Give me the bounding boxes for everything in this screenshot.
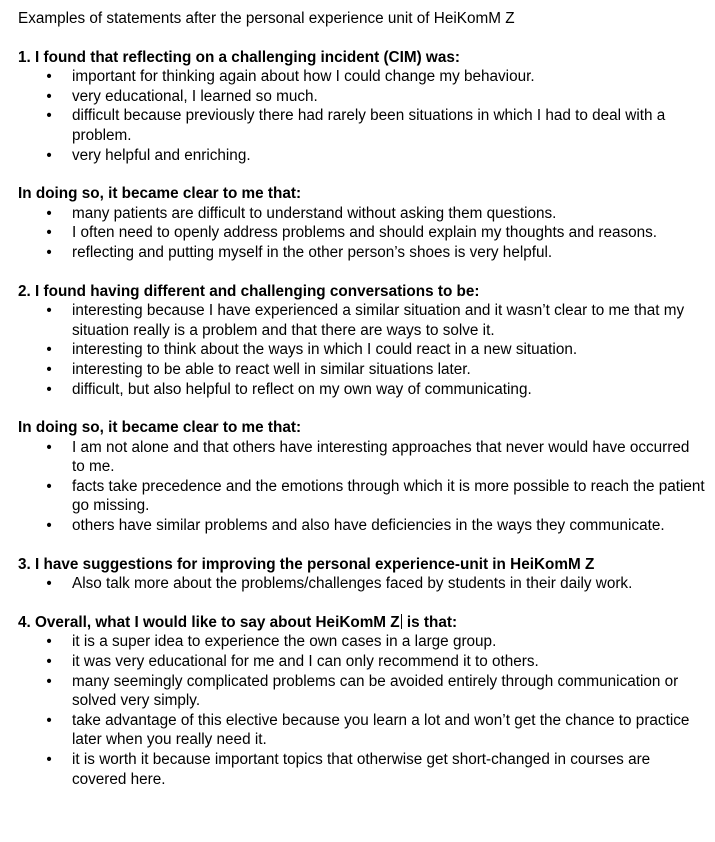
bullet-icon: • (46, 711, 52, 729)
bullet-icon: • (46, 68, 52, 86)
section-heading: In doing so, it became clear to me that: (18, 185, 302, 203)
list-item: • very helpful and enriching. (18, 146, 705, 166)
list-item: • reflecting and putting myself in the other person’s shoes is very helpful. (18, 243, 705, 263)
bullet-icon: • (46, 380, 52, 398)
bullet-list (18, 632, 705, 789)
section-heading: In doing so, it became clear to me that: (18, 419, 302, 437)
section-2 (18, 282, 705, 400)
section-heading: 4. Overall, what I would like to say about HeiKomM Z is that: (18, 613, 458, 631)
list-item: • it was very educational for me and I can only recommend it to others. (18, 652, 705, 672)
bullet-icon: • (46, 360, 52, 378)
list-item: • facts take precedence and the emotions through which it is more possible to reach the patient go missing. (18, 477, 705, 516)
list-item: • difficult because previously there had rarely been situations in which I had to deal with a problem. (18, 106, 705, 145)
list-item: • interesting to be able to react well in similar situations later. (18, 360, 705, 380)
section-1 (18, 48, 705, 166)
list-item: • many seemingly complicated problems can be avoided entirely through communication or solved very simply. (18, 672, 705, 711)
bullet-icon: • (46, 107, 52, 125)
list-item: • interesting because I have experienced a similar situation and it wasn’t clear to me that my situation really is a problem and that there are ways to solve it. (18, 301, 705, 340)
bullet-list (18, 438, 705, 536)
list-item: • Also talk more about the problems/challenges faced by students in their daily work. (18, 574, 705, 594)
bullet-icon: • (46, 87, 52, 105)
section-3 (18, 555, 705, 594)
bullet-icon: • (46, 653, 52, 671)
bullet-icon: • (46, 751, 52, 768)
bullet-icon: • (46, 302, 52, 320)
list-item: • I often need to openly address problems and should explain my thoughts and reasons. (18, 223, 705, 243)
bullet-icon: • (46, 477, 52, 495)
bullet-icon: • (46, 517, 52, 535)
bullet-icon: • (46, 243, 52, 261)
list-item: • I am not alone and that others have interesting approaches that never would have occurred to me. (18, 438, 705, 477)
section-heading: 3. I have suggestions for improving the personal experience-unit in HeiKomM Z (18, 555, 595, 573)
section-heading: 1. I found that reflecting on a challenging incident (CIM) was: (18, 48, 460, 66)
document-title: Examples of statements after the personal experience unit of HeiKomM Z (18, 10, 515, 27)
bullet-list (18, 574, 705, 594)
list-item: • many patients are difficult to understand without asking them questions. (18, 204, 705, 224)
list-item: • others have similar problems and also have deficiencies in the ways they communicate. (18, 516, 705, 536)
list-item: • very educational, I learned so much. (18, 87, 705, 107)
bullet-icon: • (46, 633, 52, 651)
bullet-icon: • (46, 575, 52, 593)
bullet-icon: • (46, 224, 52, 242)
section-1-insights (18, 184, 705, 262)
list-item: • take advantage of this elective because you learn a lot and won’t get the chance to practice later when you really need it. (18, 711, 705, 750)
bullet-list (18, 67, 705, 165)
bullet-icon: • (46, 341, 52, 359)
section-heading: 2. I found having different and challenging conversations to be: (18, 282, 480, 300)
list-item: • it is worth it because important topics that otherwise get short-changed in courses are covered here. (18, 750, 705, 789)
section-2-insights (18, 418, 705, 536)
bullet-icon: • (46, 204, 52, 222)
bullet-icon: • (46, 672, 52, 690)
bullet-list (18, 301, 705, 399)
bullet-list (18, 204, 705, 263)
bullet-icon: • (46, 438, 52, 456)
section-4 (18, 613, 705, 789)
list-item: • important for thinking again about how I could change my behaviour. (18, 67, 705, 87)
list-item: • it is a super idea to experience the own cases in a large group. (18, 632, 705, 652)
list-item: • interesting to think about the ways in which I could react in a new situation. (18, 340, 705, 360)
text-cursor-icon (401, 614, 402, 629)
bullet-icon: • (46, 146, 52, 164)
list-item: • difficult, but also helpful to reflect on my own way of communicating. (18, 380, 705, 400)
